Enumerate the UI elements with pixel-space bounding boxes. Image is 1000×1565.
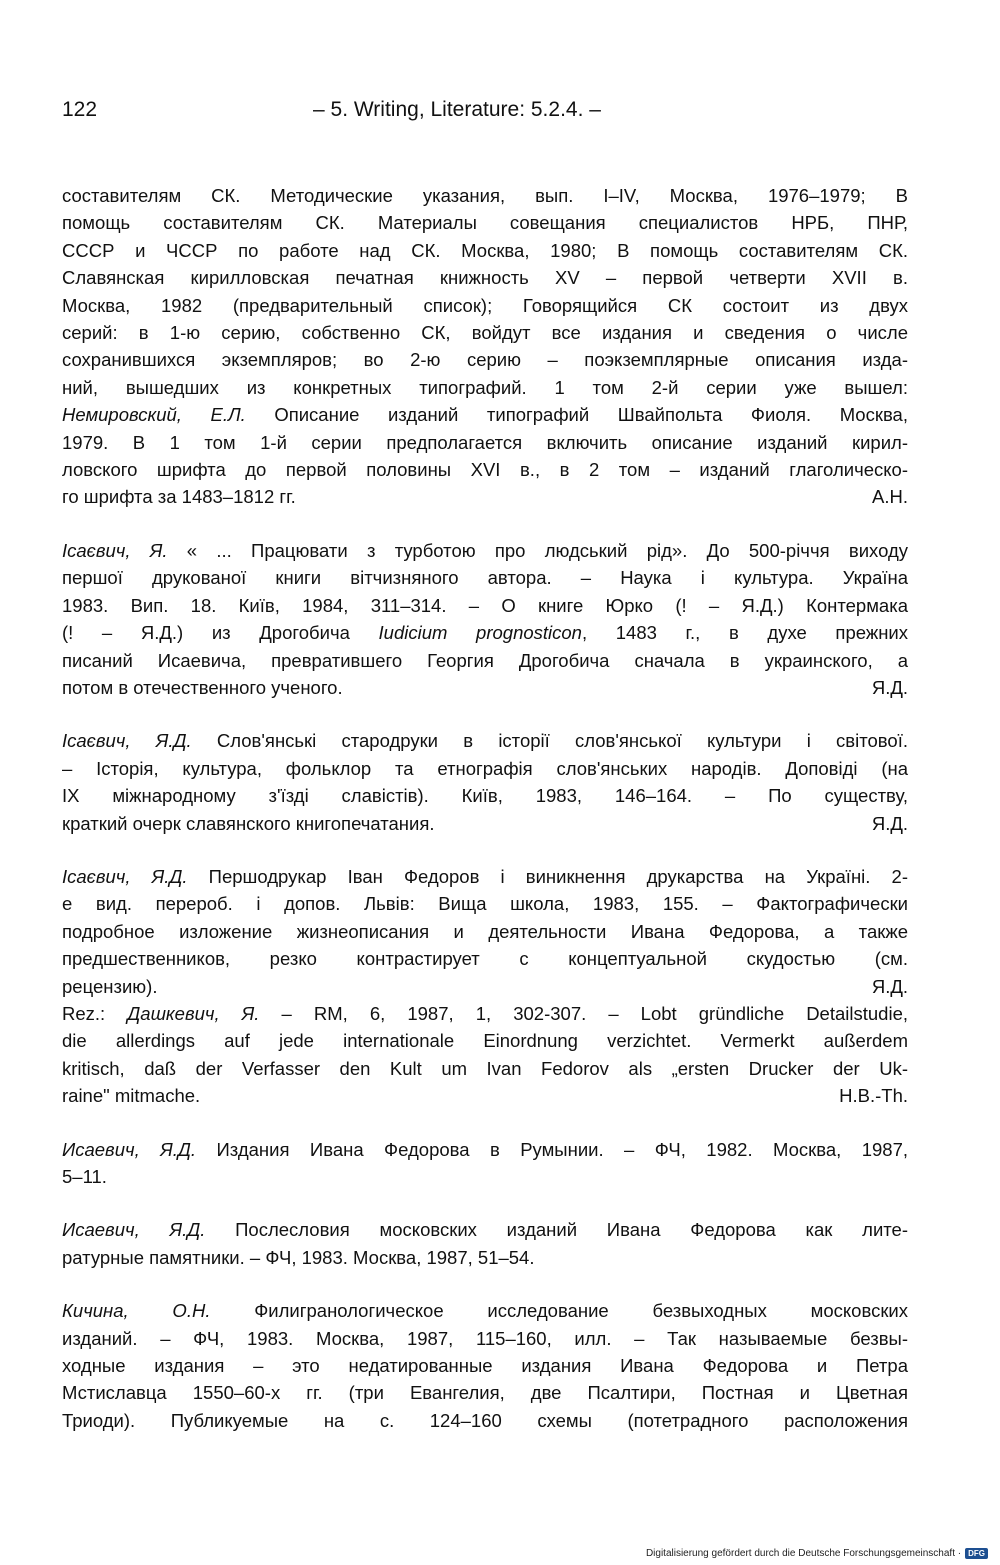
running-head: – 5. Writing, Literature: 5.2.4. – — [313, 98, 601, 121]
text-line: першої друкованої книги вітчизняного автора. – Наука і культура. Україна — [62, 567, 908, 589]
text-line: Мстиславца 1550–60-х гг. (три Евангелия, две Псалтири, Постная и Цветная — [62, 1382, 908, 1404]
text-line-final — [62, 1082, 908, 1109]
text-line: 1983. Вип. 18. Київ, 1984, 311–314. – О книге Юрко (! – Я.Д.) Контермака — [62, 594, 908, 616]
text-line: kritisch, daß der Verfasser den Kult um Ivan Fedorov als „ersten Drucker der Uk- — [62, 1057, 908, 1079]
text-line: сохранившихся экземпляров; во 2-ю серию – поэкземплярные описания изда- — [62, 349, 908, 371]
text-line: Кичина, О.Н. Филигранологическое исследование безвыходных московских — [62, 1300, 908, 1322]
reviewer-initials: H.B.-Th. — [839, 1085, 908, 1107]
entry-kichina — [62, 1297, 908, 1434]
text-line: составителям СК. Методические указания, вып. I–IV, Москва, 1976–1979; В — [62, 185, 908, 206]
page-number: 122 — [62, 98, 98, 121]
text-line: е вид. перероб. і допов. Львів: Вища школа, 1983, 155. – Фактографически — [62, 893, 908, 915]
text-line: Ісаєвич, Я.Д. Першодрукар Іван Федоров і виникнення друкарства на Україні. 2- — [62, 865, 908, 887]
italic-text: Исаевич, Я.Д. — [62, 1219, 206, 1241]
text-line: СССР и ЧССР по работе над СК. Москва, 1980; В помощь составителям СК. — [62, 239, 908, 261]
text-line: писаний Исаевича, превратившего Георгия Дрогобича сначала в украинского, а — [62, 649, 908, 671]
text-line: краткий очерк славянского книгопечатания. — [62, 812, 435, 834]
italic-text: Немировский, Е.Л. — [62, 404, 246, 426]
italic-text: Ісаєвич, Я. — [62, 539, 168, 561]
text-line: Исаевич, Я.Д. Послесловия московских изданий Ивана Федорова как лите- — [62, 1219, 908, 1241]
text-line-final — [62, 674, 908, 701]
text-line: ний, вышедших из конкретных типографий. 1 том 2-й серии уже вышел: — [62, 376, 908, 398]
text-line: ратурные памятники. – ФЧ, 1983. Москва, 1987, 51–54. — [62, 1246, 535, 1268]
entry-isaevich-poslesloviya — [62, 1216, 908, 1271]
reviewer-initials: А.Н. — [872, 486, 908, 508]
page-header — [62, 98, 908, 132]
text-line: ходные издания – это недатированные издания Ивана Федорова и Петра — [62, 1355, 908, 1377]
text-line: Ісаєвич, Я.Д. Слов'янські стародруки в історії слов'янської культури і світової. — [62, 730, 908, 752]
text-line-final — [62, 973, 908, 1000]
text-line: потом в отечественного ученого. — [62, 676, 343, 698]
reviewer-initials: Я.Д. — [871, 676, 908, 698]
italic-text: Дашкевич, Я. — [127, 1002, 260, 1024]
text-line: помощь составителям СК. Материалы совещания специалистов НРБ, ПНР, — [62, 212, 908, 234]
entry-isaevych-staroduky — [62, 727, 908, 837]
entry-review-dashkevych — [62, 1000, 908, 1110]
text-line: Славянская кирилловская печатная книжность XV – первой четверти XVII в. — [62, 267, 908, 289]
text-line: Ісаєвич, Я. « ... Працювати з турботою про людський рід». До 500-річчя виходу — [62, 539, 908, 561]
footer-text: Digitalisierung gefördert durch die Deutsche Forschungsgemeinschaft · — [645, 1548, 962, 1559]
text-line: – Історія, культура, фольклор та етнографія слов'янських народів. Доповіді (на — [62, 757, 908, 779]
text-line: die allerdings auf jede internationale Einordnung verzichtet. Vermerkt außerdem — [62, 1030, 908, 1052]
text-line: Rez.: Дашкевич, Я. – RM, 6, 1987, 1, 302-307. – Lobt gründliche Detailstudie, — [62, 1002, 908, 1024]
text-line: raine" mitmache. — [62, 1085, 201, 1107]
bibliography-content — [62, 182, 908, 1460]
italic-text: Ісаєвич, Я.Д. — [62, 865, 188, 887]
text-line: Немировский, Е.Л. Описание изданий типографий Швайпольта Фиоля. Москва, — [62, 404, 908, 426]
text-line-final — [62, 810, 908, 837]
italic-text: Кичина, О.Н. — [62, 1300, 211, 1322]
text-line: го шрифта за 1483–1812 гг. — [62, 486, 296, 508]
text-line: Москва, 1982 (предварительный список); Говорящийся СК состоит из двух — [62, 294, 908, 316]
reviewer-initials: Я.Д. — [871, 975, 908, 997]
text-line: Исаевич, Я.Д. Издания Ивана Федорова в Румынии. – ФЧ, 1982. Москва, 1987, — [62, 1138, 908, 1160]
text-line-final — [62, 483, 908, 510]
italic-text: Исаевич, Я.Д. — [62, 1138, 197, 1160]
entry-sk-continuation — [62, 182, 908, 511]
dfg-logo: DFG — [965, 1548, 988, 1559]
entry-isaevych-1984 — [62, 537, 908, 701]
text-line: изданий. – ФЧ, 1983. Москва, 1987, 115–160, илл. – Так называемые безвы- — [62, 1327, 908, 1349]
text-line: Триоди). Публикуемые на с. 124–160 схемы (потетрадного расположения — [62, 1409, 908, 1431]
text-line: серий: в 1-ю серию, собственно СК, войдут все издания и сведения о числе — [62, 322, 908, 344]
entry-isaevych-fedorov — [62, 863, 908, 1000]
text-line: (! – Я.Д.) из Дрогобича Iudicium prognosticon, 1483 г., в духе прежних — [62, 622, 908, 644]
text-line: 1979. В 1 том 1-й серии предполагается включить описание изданий кирил- — [62, 431, 908, 453]
text-line: предшественников, резко контрастирует с концептуальной скудостью (см. — [62, 948, 908, 970]
italic-text: Iudicium prognosticon — [378, 622, 582, 644]
text-line: ловского шрифта до первой половины XVI в., в 2 том – изданий глаголическо- — [62, 459, 908, 481]
italic-text: Ісаєвич, Я.Д. — [62, 730, 192, 752]
text-line: 5–11. — [62, 1166, 107, 1187]
entry-isaevich-romania — [62, 1136, 908, 1191]
text-line: рецензию). — [62, 975, 158, 997]
reviewer-initials: Я.Д. — [871, 812, 908, 834]
text-line: подробное изложение жизнеописания и деятельности Ивана Федорова, а также — [62, 920, 908, 942]
text-line: IX міжнародному з'їзді славістів). Київ, 1983, 146–164. – По существу, — [62, 785, 908, 807]
digitization-footer — [646, 1548, 988, 1559]
